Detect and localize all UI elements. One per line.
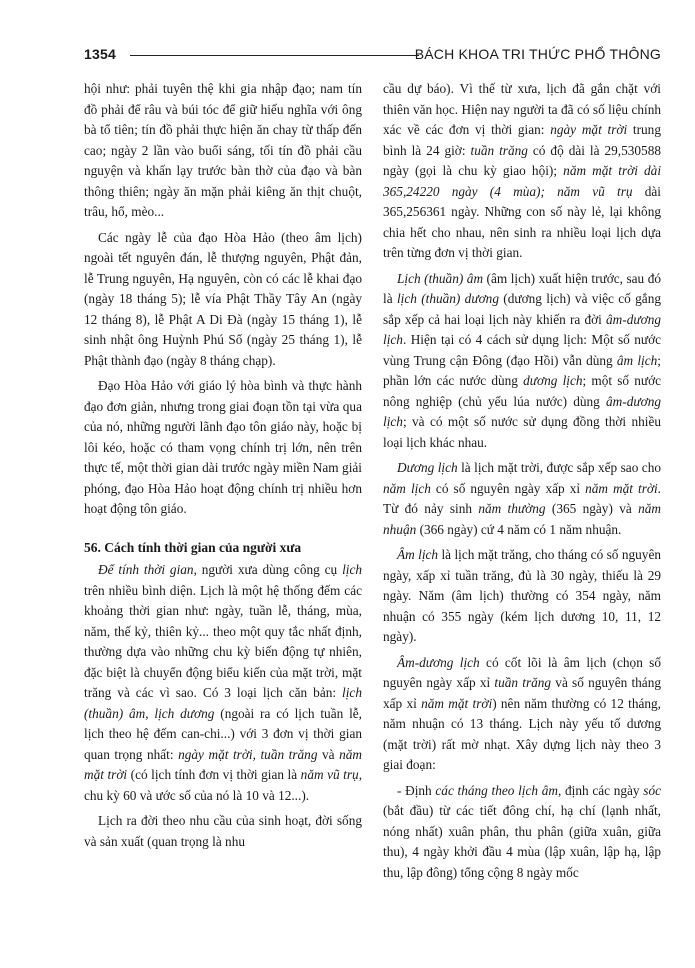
left-column [84,79,362,857]
emphasis: năm nhuận [383,501,661,537]
emphasis: ngày mặt trời [550,122,628,137]
emphasis: Âm lịch [397,547,439,562]
emphasis: năm mặt trời [84,746,363,782]
emphasis: tuần trăng [494,675,552,690]
emphasis: sóc [643,782,661,798]
emphasis: âm lịch [616,352,658,368]
paragraph: Để tính thời gian, người xưa dùng công cụ lịch trên nhiều bình diện. Lịch là một hệ thống đếm các khoảng thời gian như: ngày, tuần lễ, tháng, mùa, năm, thế kỷ, thiên kỷ... theo một quy tắc nhất định, thường dựa vào những chu kỳ biến động tự nhiên, đặc biệt là chuyển động biểu kiến của mặt trời, mặt trăng và các vì sao. Có 3 loại lịch căn bản: lịch (thuần) âm, lịch dương (ngoài ra có lịch tuần lễ, lịch theo hệ đếm can-chi...) với 3 đơn vị thời gian quan trọng nhất: ngày mặt trời, tuần trăng và năm mặt trời (có lịch tính đơn vị thời gian là năm vũ trụ, chu kỳ 60 và ước số của nó là 10 và 12...). [84,562,363,803]
paragraph: Lịch ra đời theo nhu cầu của sinh hoạt, đời sống và sản xuất (quan trọng là nhu [84,813,362,849]
list-item: - Định các tháng theo lịch âm, định các ngày sóc (bắt đầu) từ các tiết đông chí, hạ chí (lạnh nhất, nóng nhất) xuân phân, thu phân (giữa xuân, giữa thu), 4 ngày khởi đầu 4 mùa (lập xuân, lập hạ, lập thu, lập đông) tổng cộng 8 ngày mốc [383,782,661,880]
right-column [383,79,661,888]
page-number: 1354 [84,46,116,62]
emphasis: Dương lịch [397,460,458,475]
emphasis: lịch (thuần) âm, lịch dương [84,685,362,721]
emphasis: Để tính thời gian [98,562,194,577]
paragraph: Lịch (thuần) âm (âm lịch) xuất hiện trước, sau đó là lịch (thuần) dương (dương lịch) và việc cố gắng sắp xếp cả hai loại lịch này khiến ra đời âm-dương lịch. Hiện tại có 4 cách sử dụng lịch: Một số nước vùng Trung cận Đông (đạo Hồi) vẫn dùng âm lịch; phần lớn các nước dùng dương lịch; một số nước nông nghiệp (chủ yếu lúa nước) dùng âm-dương lịch; và có một số nước sử dụng đồng thời nhiều loại lịch khác nhau. [383,270,662,450]
paragraph: cầu dự báo). Vì thế từ xưa, lịch đã gắn chặt với thiên văn học. Hiện nay người ta đã có số liệu chính xác về các đơn vị thời gian: ngày mặt trời trung bình là 24 giờ: tuần trăng có độ dài là 29,530588 ngày (gọi là chu kỳ giao hội); năm mặt trời dài 365,24220 ngày (4 mùa); năm vũ trụ dài 365,256361 ngày. Những con số này lẻ, lại không chia hết cho nhau, nên sinh ra nhiều loại lịch dựa trên từng đơn vị thời gian. [383,81,662,260]
header-rule [130,55,419,56]
running-title: BÁCH KHOA TRI THỨC PHỔ THÔNG [414,46,661,62]
emphasis: năm vũ trụ [300,767,359,782]
paragraph: Âm lịch là lịch mặt trăng, cho tháng có số nguyên ngày, xấp xỉ tuần trăng, đủ là 30 ngày, thiếu là 29 ngày. Năm (âm lịch) thường có 354 ngày, năm nhuận có 355 ngày (kém lịch dương 10, 11, 12 ngày). [383,547,661,644]
emphasis: âm-dương lịch [383,311,661,347]
emphasis: tuần trăng [470,142,528,158]
paragraph: Dương lịch là lịch mặt trời, được sắp xếp sao cho năm lịch có số nguyên ngày xấp xỉ năm mặt trời. Từ đó nảy sinh năm thường (365 ngày) và năm nhuận (366 ngày) cứ 4 năm có 1 năm nhuận. [383,460,661,537]
emphasis: các tháng theo lịch âm [435,782,558,798]
emphasis: lịch (thuần) dương [396,291,499,306]
paragraph: hội như: phải tuyên thệ khi gia nhập đạo; nam tín đồ phải để râu và búi tóc để giữ hiếu nghĩa với ông bà tổ tiên; tín đồ phải thực hiện ăn chay từ thấp đến cao; ngày 2 lần vào buổi sáng, tối tín đồ phải cầu nguyện và khấn lạy trước bàn thờ của đạo và bàn thông thiên; ngày ăn mặn phải kiêng ăn thịt chuột, trâu, hổ, mèo... [84,81,362,219]
emphasis: năm mặt trời [421,695,493,711]
emphasis: năm lịch [383,480,431,496]
paragraph: Đạo Hòa Hảo với giáo lý hòa bình và thực hành đạo đơn giản, nhưng trong giai đoạn tồn tại vừa qua của nó, những người lãnh đạo tôn giáo này, hoặc bị lôi kéo, hoặc có tham vọng chính trị lớn, nên trên thực tế, một thời gian dài trước ngày miền Nam giải phóng, đạo Hòa Hảo hoạt động chính trị nhiều hơn hoạt động tôn giáo. [84,378,362,516]
paragraph: Các ngày lễ của đạo Hòa Hảo (theo âm lịch) ngoài tết nguyên đán, lễ thượng nguyên, Phật đản, lễ Trung nguyên, Hạ nguyên, còn có các lễ khai đạo (ngày 18 tháng 5); lễ vía Phật Thầy Tây An (ngày 12 tháng 8), lễ Phật A Di Đà (ngày 15 tháng 1), lễ sinh nhật ông Huỳnh Phú Sổ (ngày 25 tháng 1), lễ Phật thành đạo (ngày 8 tháng chạp). [84,229,362,368]
emphasis: năm thường [478,501,546,516]
emphasis: ngày mặt trời, tuần trăng [178,746,318,762]
section-heading: 56. Cách tính thời gian của người xưa [84,539,302,555]
emphasis: Âm-dương lịch [397,654,480,670]
emphasis: Lịch (thuần) âm [397,270,484,286]
emphasis: năm mặt trời dài 365,24220 ngày (4 mùa); năm vũ trụ [383,163,662,199]
emphasis: lịch [342,562,363,577]
page-header [84,46,661,68]
emphasis: dương lịch [523,373,583,388]
paragraph: Âm-dương lịch có cốt lõi là âm lịch (chọn số nguyên ngày xấp xỉ tuần trăng và số nguyên tháng xấp xỉ năm mặt trời) nên năm thường có 12 tháng, năm nhuận có 13 tháng. Lịch này yếu tố dương (mặt trời) rất mờ nhạt. Xây dựng lịch này theo 3 giai đoạn: [383,654,661,772]
emphasis: năm mặt trời [585,480,658,496]
emphasis: âm-dương lịch [383,393,661,429]
